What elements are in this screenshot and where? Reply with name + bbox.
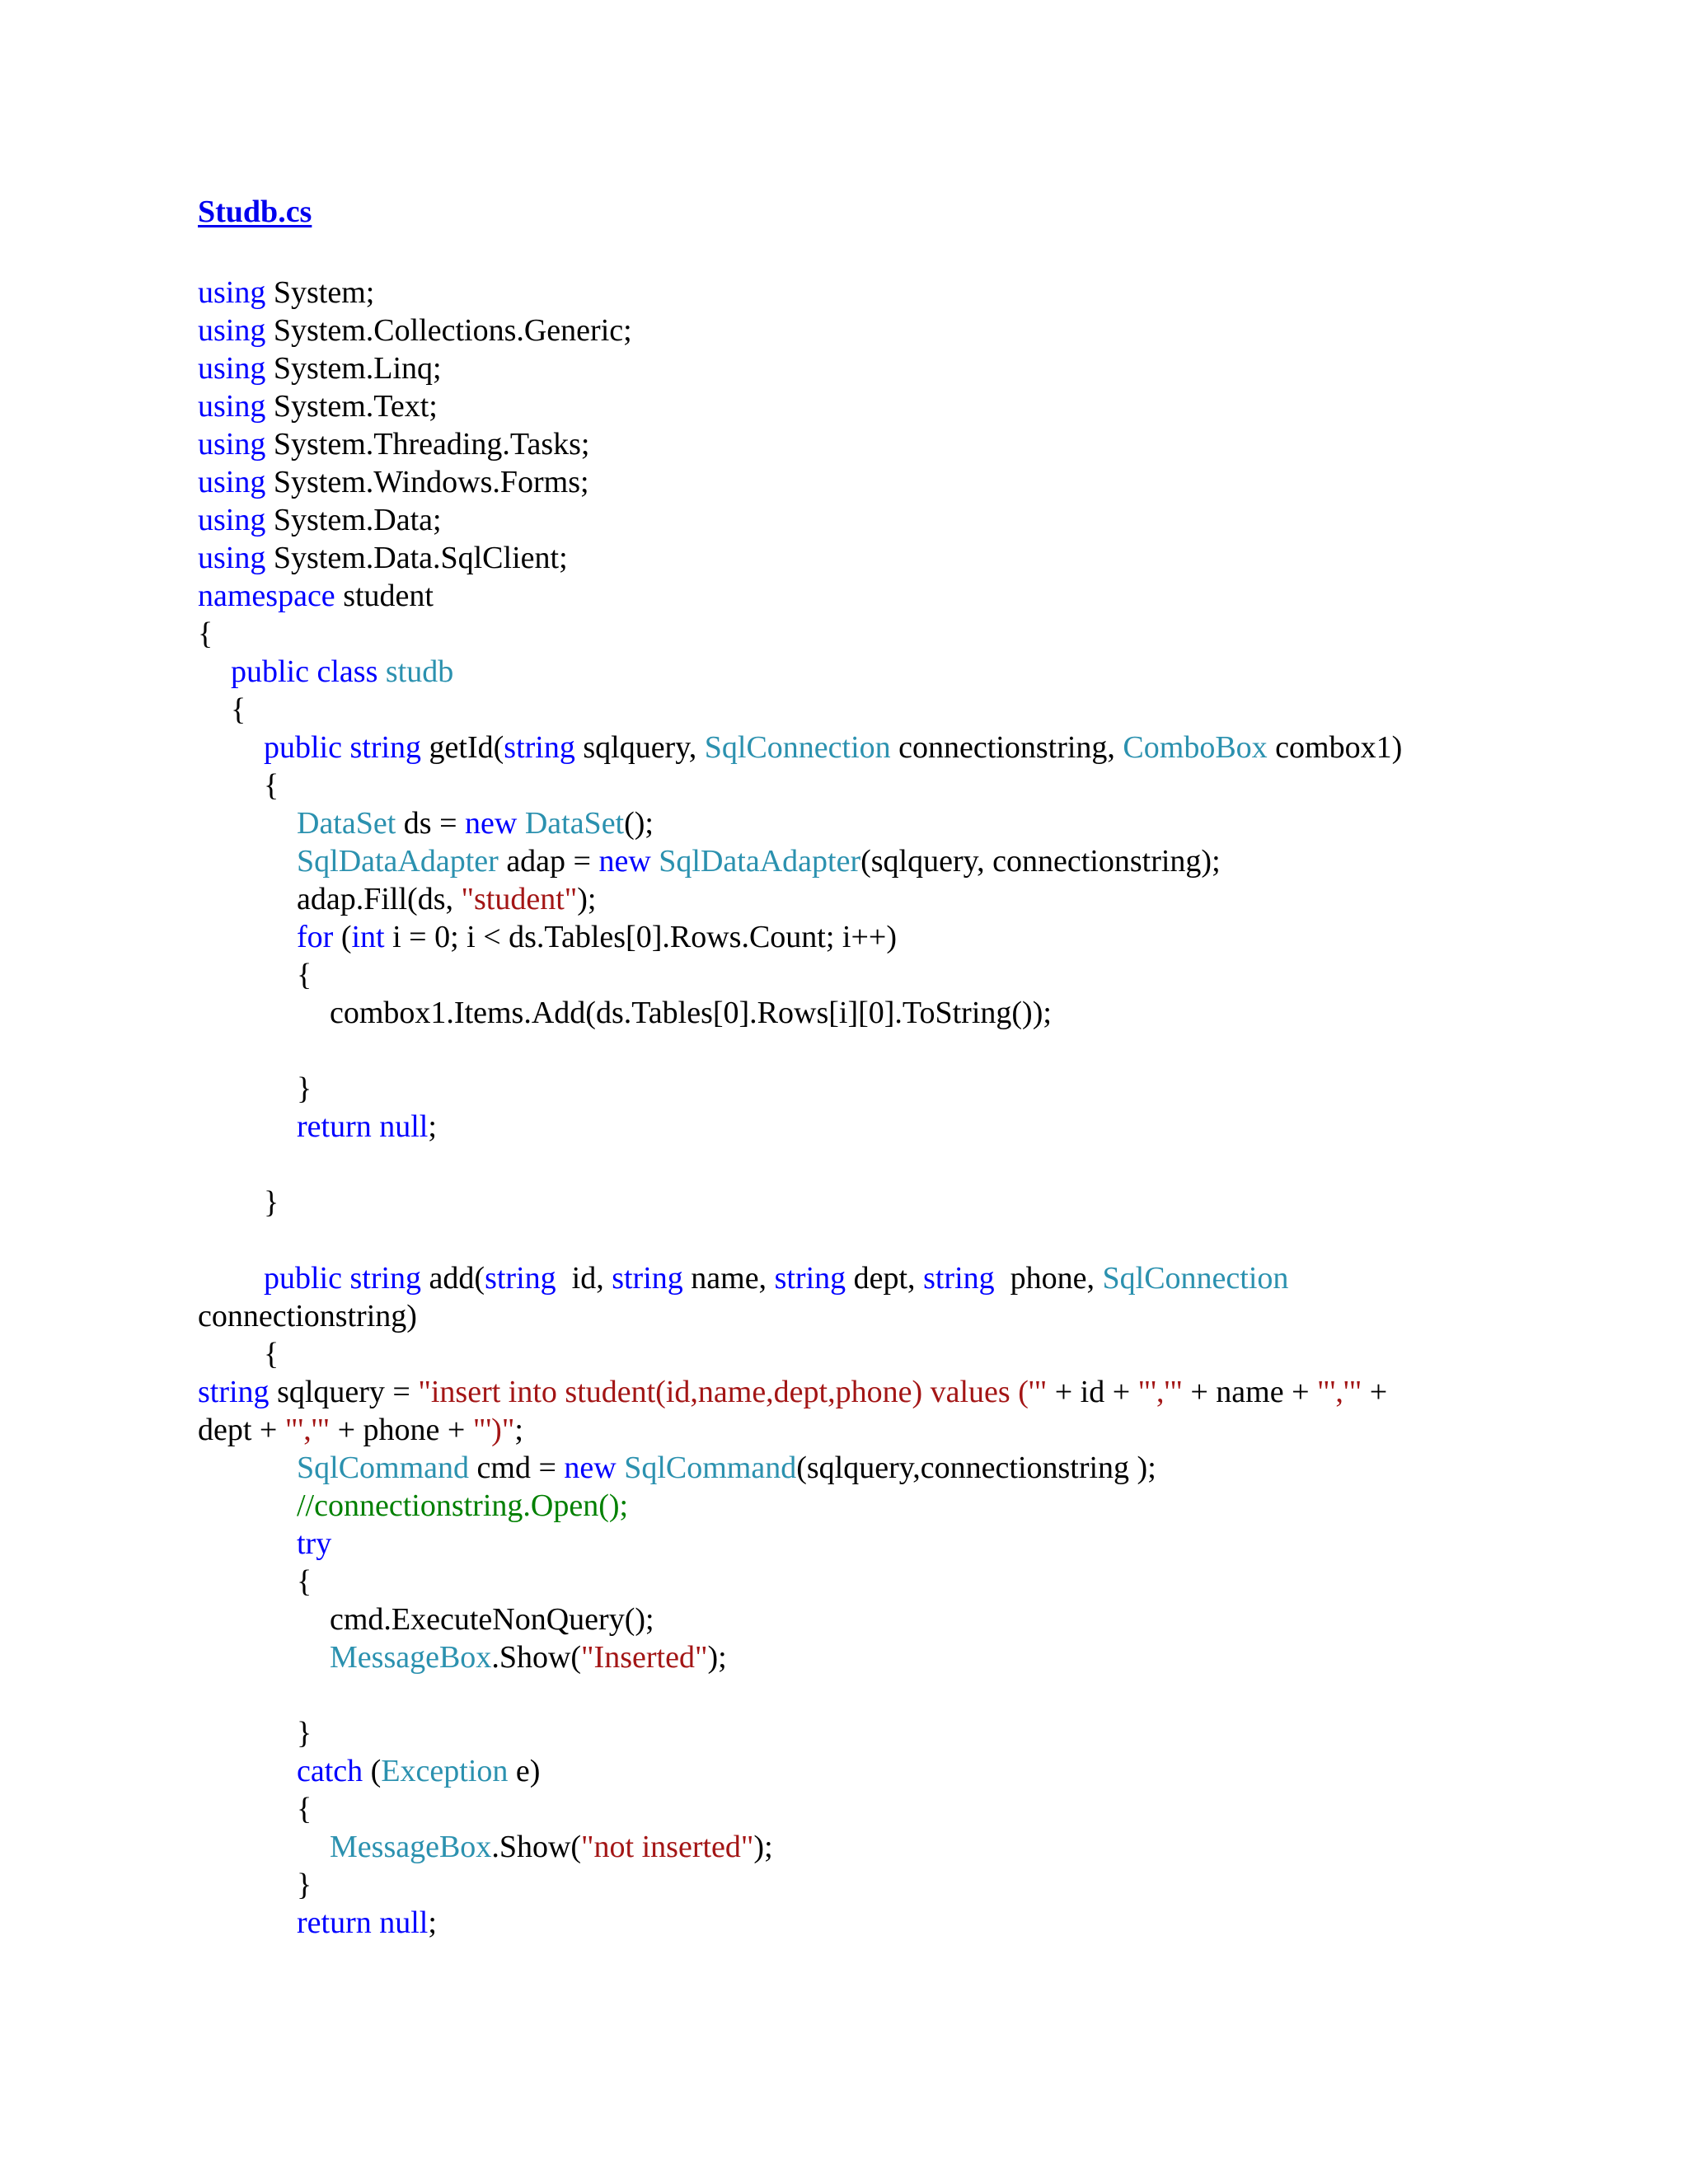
code-line [198, 425, 589, 463]
code-line [198, 1411, 523, 1449]
code-text: } [297, 1071, 312, 1106]
code-keyword: string [923, 1261, 995, 1296]
code-text: } [297, 1716, 312, 1750]
code-text: { [264, 768, 279, 803]
code-line [198, 501, 442, 539]
code-text: ; [428, 1109, 437, 1144]
code-line [264, 729, 1402, 766]
code-type: SqlConnection [1102, 1261, 1289, 1296]
code-text: { [297, 958, 312, 992]
code-keyword: return [297, 1905, 372, 1940]
code-keyword: string [774, 1261, 846, 1296]
code-text: dept + [198, 1413, 285, 1447]
code-text: ; [514, 1413, 523, 1447]
code-string: "not inserted" [581, 1830, 754, 1864]
code-text: System.Data.SqlClient; [265, 541, 568, 575]
code-text: System.Threading.Tasks; [265, 427, 590, 462]
code-line [330, 1638, 727, 1676]
code-keyword: string [198, 1375, 270, 1409]
code-keyword: null [379, 1905, 429, 1940]
code-text: System.Windows.Forms; [265, 465, 589, 499]
code-keyword: new [564, 1451, 617, 1485]
code-text: e) [508, 1754, 541, 1788]
code-type: ComboBox [1123, 730, 1268, 765]
code-keyword: try [297, 1526, 332, 1561]
code-text: { [297, 1564, 312, 1599]
code-keyword: string [349, 1261, 422, 1296]
code-text [372, 1905, 380, 1940]
code-text: connectionstring) [198, 1299, 417, 1333]
code-text [377, 654, 386, 689]
code-type: SqlDataAdapter [659, 844, 861, 879]
code-line [231, 691, 246, 729]
code-string: "Inserted" [581, 1640, 708, 1675]
code-keyword: catch [297, 1754, 363, 1788]
code-text: ); [707, 1640, 727, 1675]
code-line [264, 1335, 279, 1373]
code-line [198, 349, 442, 387]
code-line [297, 1487, 628, 1525]
code-text: add( [421, 1261, 485, 1296]
code-text: + phone + [330, 1413, 473, 1447]
code-text: } [297, 1868, 312, 1902]
code-line [198, 463, 589, 501]
code-text: adap.Fill(ds, [297, 882, 462, 916]
code-text: + [1362, 1375, 1388, 1409]
code-line [297, 1449, 1156, 1487]
code-keyword: using [198, 389, 266, 424]
code-line [330, 1601, 654, 1638]
code-string: "student" [461, 882, 578, 916]
code-keyword: new [598, 844, 651, 879]
code-line [198, 1373, 1387, 1411]
code-text: ); [753, 1830, 773, 1864]
code-text [372, 1109, 380, 1144]
code-line [198, 387, 438, 425]
code-string: "')" [472, 1413, 515, 1447]
code-text: name, [682, 1261, 775, 1296]
code-keyword: null [379, 1109, 429, 1144]
code-line [297, 880, 597, 918]
document-title: Studb.cs [198, 194, 312, 229]
code-text [617, 1451, 625, 1485]
code-line [297, 1525, 331, 1563]
code-text: (sqlquery,connectionstring ); [796, 1451, 1156, 1485]
code-text: + id + [1047, 1375, 1138, 1409]
code-line [297, 804, 654, 842]
code-string: "insert into student(id,name,dept,phone) values ('" [418, 1375, 1048, 1409]
code-text: ( [363, 1754, 382, 1788]
code-keyword: int [351, 920, 385, 954]
code-type: DataSet [524, 806, 625, 841]
code-text: (); [624, 806, 654, 841]
code-type: MessageBox [330, 1830, 492, 1864]
code-text: ; [428, 1905, 437, 1940]
code-text: adap = [498, 844, 599, 879]
code-text: { [264, 1337, 279, 1371]
code-text: System.Collections.Generic; [265, 313, 632, 348]
code-type: Exception [381, 1754, 509, 1788]
code-text: System.Linq; [265, 351, 442, 386]
code-text: System.Text; [265, 389, 438, 424]
code-text: sqlquery, [574, 730, 705, 765]
code-keyword: return [297, 1109, 372, 1144]
code-keyword: string [485, 1261, 556, 1296]
code-text: System.Data; [265, 503, 442, 537]
code-line [264, 1183, 279, 1221]
code-keyword: using [198, 465, 266, 499]
code-keyword: using [198, 541, 266, 575]
code-keyword: using [198, 313, 266, 348]
code-keyword: namespace [198, 579, 335, 613]
code-type: SqlDataAdapter [297, 844, 499, 879]
code-text: { [231, 692, 246, 727]
code-line [297, 1070, 312, 1108]
code-line [198, 312, 632, 349]
code-line [264, 1259, 1288, 1297]
code-text: id, [556, 1261, 612, 1296]
code-keyword: using [198, 275, 266, 310]
code-keyword: new [465, 806, 518, 841]
code-text [651, 844, 659, 879]
code-line [297, 1563, 312, 1601]
code-line [297, 1752, 540, 1790]
code-text: connectionstring, [890, 730, 1123, 765]
code-line [330, 994, 1052, 1032]
code-text: .Show( [491, 1640, 582, 1675]
code-line [198, 539, 568, 577]
code-line [297, 842, 1221, 880]
code-line [297, 1108, 437, 1146]
code-keyword: for [297, 920, 334, 954]
code-text: dept, [846, 1261, 924, 1296]
code-type: studb [385, 654, 454, 689]
code-text: ); [577, 882, 597, 916]
code-string: "','" [284, 1413, 331, 1447]
code-text: { [297, 1792, 312, 1826]
code-text: { [198, 616, 213, 651]
code-text: phone, [994, 1261, 1103, 1296]
code-keyword: using [198, 503, 266, 537]
code-text: ds = [396, 806, 466, 841]
code-keyword: class [316, 654, 378, 689]
code-text: .Show( [491, 1830, 582, 1864]
code-keyword: public [231, 654, 309, 689]
code-text: (sqlquery, connectionstring); [860, 844, 1221, 879]
code-type: MessageBox [330, 1640, 492, 1675]
code-line [198, 1297, 417, 1335]
code-keyword: using [198, 427, 266, 462]
code-line [231, 653, 453, 691]
code-line [297, 1904, 437, 1942]
code-text [517, 806, 525, 841]
code-text: sqlquery = [269, 1375, 419, 1409]
code-type: SqlCommand [297, 1451, 470, 1485]
code-text: + name + [1182, 1375, 1318, 1409]
code-line [198, 274, 374, 312]
code-text: getId( [421, 730, 504, 765]
code-line [198, 615, 213, 653]
code-keyword: string [504, 730, 575, 765]
code-text: i = 0; i < ds.Tables[0].Rows.Count; i++) [384, 920, 897, 954]
code-line [297, 1866, 312, 1904]
code-line [297, 1790, 312, 1828]
code-text: cmd = [469, 1451, 565, 1485]
code-line [297, 1714, 312, 1752]
code-text: combox1.Items.Add(ds.Tables[0].Rows[i][0].ToString()); [330, 996, 1052, 1030]
code-keyword: string [349, 730, 422, 765]
code-line [198, 577, 434, 615]
code-type: SqlCommand [624, 1451, 797, 1485]
code-text: combox1) [1267, 730, 1403, 765]
code-line [297, 918, 897, 956]
code-line [264, 766, 279, 804]
code-comment: //connectionstring.Open(); [297, 1488, 629, 1523]
code-line [330, 1828, 773, 1866]
code-keyword: public [264, 730, 342, 765]
code-type: SqlConnection [704, 730, 891, 765]
code-keyword: public [264, 1261, 342, 1296]
code-keyword: string [612, 1261, 683, 1296]
code-text: cmd.ExecuteNonQuery(); [330, 1602, 654, 1637]
code-string: "','" [1137, 1375, 1183, 1409]
code-line [297, 956, 312, 994]
code-type: DataSet [297, 806, 396, 841]
code-keyword: using [198, 351, 266, 386]
code-text: } [264, 1185, 279, 1220]
code-text: System; [265, 275, 375, 310]
code-text: student [335, 579, 434, 613]
code-text: ( [333, 920, 352, 954]
code-string: "','" [1317, 1375, 1362, 1409]
